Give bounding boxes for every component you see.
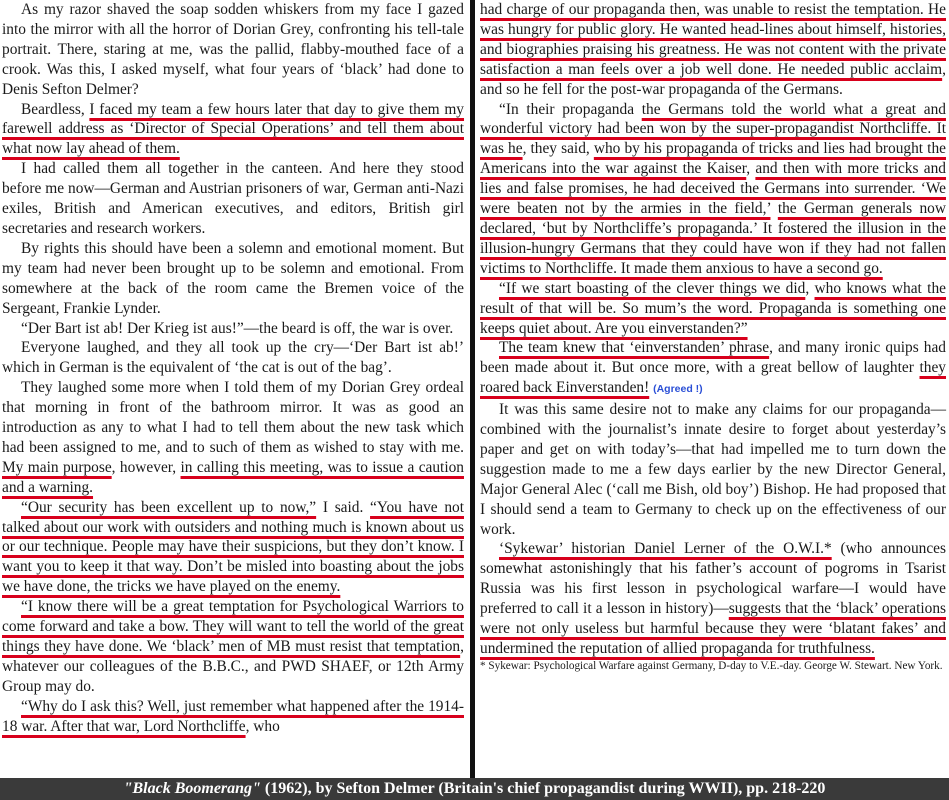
- text-run: , who: [245, 717, 280, 735]
- paragraph: [2, 100, 464, 160]
- paragraph: [2, 239, 464, 319]
- underlined-passage: and then with more tricks and lies and false promises, he had deceived the Germans into surrender. ‘We were beaten not by the armies in the field,’: [480, 160, 947, 218]
- text-run: “In their propaganda: [499, 100, 642, 118]
- text-run: , whatever our colleagues of the B.B.C., and PWD SHAEF, or 12th Army Group may do.: [2, 638, 464, 695]
- underlined-passage: “You have not talked about our work with outsiders and nothing much is known about us or our technique. People may have their suspicions, but they don’t know. I want you to keep it that way. Don’t be misled into boasting about the jobs we have done, the tricks we have played on the enemy.: [2, 498, 464, 596]
- paragraph: [480, 0, 946, 100]
- underlined-passage: who by his propaganda of tricks and lies had brought the Americans into the war against the Kaiser: [480, 140, 946, 178]
- paragraph: [480, 338, 946, 400]
- text-run: , however,: [111, 458, 181, 476]
- underlined-passage: The team knew that ‘einverstanden’ phrase: [499, 339, 770, 357]
- text-run: It was this same desire not to make any claims for our propaganda—combined with the journalist’s innate desire to forget about yesterday’s paper and get on with today’s—that had impelled me to turn down the suggestion made to me a few days earlier by the new Director General, Major General Alec (‘call me Bish, old boy’) Bishop. He had proposed that I should send a team to Germany to check up on the effectiveness of our work.: [480, 401, 946, 538]
- text-run: I had called them all together in the canteen. And here they stood before me now—German and Austrian prisoners of war, German anti-Nazi exiles, British and American executives, and editors, British girl secretaries and research workers.: [2, 160, 464, 237]
- right-text-column: [480, 0, 946, 674]
- source-caption: [0, 778, 949, 800]
- paragraph: [480, 400, 946, 539]
- paragraph: [2, 697, 464, 737]
- text-run: , and so he fell for the post-war propaganda of the Germans.: [480, 60, 946, 98]
- text-run: By rights this should have been a solemn and emotional moment. But my team had never been brought up to be solemn and emotional. From somewhere at the back of the room came the Bremen voice of the Sergeant, Frankie Lynder.: [2, 239, 464, 317]
- text-run: Beardless,: [21, 100, 90, 118]
- text-run: (who announces somewhat astonishingly that his father’s account of pogroms in Tsarist Russia was his first lesson in psychological warfare—I would have preferred to call it a lesson in history)—: [480, 540, 946, 618]
- underlined-passage: “If we start boasting of the clever things we did: [499, 279, 806, 297]
- underlined-passage: had charge of our propaganda then, was unable to resist the temptation. He was hungry for public glory. He wanted head-lines about himself, histories, and biographies praising his greatness. He was not content with the private satisfaction a man feels over a job well done. He needed public acclaim: [480, 1, 946, 78]
- paragraph: [2, 498, 464, 598]
- translation-annotation: (Agreed !): [653, 383, 703, 396]
- underlined-passage: who knows what the result of that will be. So mum’s the word. Propaganda is something one keeps quiet about. Are you einverstanden?”: [480, 279, 946, 337]
- paragraph: [2, 378, 464, 497]
- underlined-passage: they roared back Einverstanden!: [480, 359, 946, 397]
- underlined-passage: “I know there will be a great temptation for Psychological Warriors to come forward and take a bow. They will want to tell the world of the great things they have done. We ‘black’ men of MB must resist that temptation: [2, 598, 464, 655]
- paragraph: [2, 159, 464, 239]
- paragraph: [2, 338, 464, 378]
- underlined-passage: “Our security has been excellent up to now,”: [21, 498, 317, 516]
- text-run: [770, 200, 777, 217]
- text-run: , they said,: [522, 140, 594, 158]
- paragraph: [2, 319, 464, 339]
- underlined-passage: “Why do I ask this? Well, just remember what happened after the 1914-18 war. After that war, Lord Northcliffe: [2, 697, 464, 735]
- underlined-passage: the German generals now declared, ‘but by Northcliffe’s propaganda.’ It fostered the illusion in the illusion-hungry Germans that they could have won if they had not fallen victims to Northcliffe. It made them anxious to have a second go.: [480, 200, 946, 277]
- paragraph: [2, 0, 464, 100]
- footnote: * Sykewar: Psychological Warfare against Germany, D-day to V.E.-day. George W. Stewart. New York.: [480, 659, 943, 672]
- text-run: , and many ironic quips had been made about it. But once more, with a great bellow of laughter: [480, 339, 946, 377]
- text-run: ,: [805, 279, 815, 297]
- paragraph: [480, 539, 946, 658]
- paragraph: [2, 597, 464, 697]
- text-run: “Der Bart ist ab! Der Krieg ist aus!”—the beard is off, the war is over.: [21, 319, 454, 337]
- underlined-passage: My main purpose: [2, 458, 112, 476]
- text-run: ,: [746, 160, 756, 178]
- caption-details: (1962), by Sefton Delmer (Britain's chief propagandist during WWII), pp. 218-220: [260, 780, 826, 797]
- underlined-passage: I faced my team a few hours later that day to give them my farewell address as ‘Director of Special Operations’ and tell them about what now lay ahead of them.: [2, 100, 465, 158]
- underlined-passage: the Germans told the world what a great and wonderful victory had been won by the super-propagandist Northcliffe. It was he: [480, 100, 946, 158]
- left-text-column: [2, 0, 464, 737]
- column-divider: [470, 0, 475, 778]
- paragraph: [480, 100, 946, 279]
- underlined-passage: ‘Sykewar’ historian Daniel Lerner of the O.W.I.*: [499, 540, 832, 558]
- text-run: Everyone laughed, and they all took up the cry—‘Der Bart ist ab!’ which in German is the equivalent of ‘the cat is out of the bag’.: [2, 339, 464, 377]
- underlined-passage: suggests that the ‘black’ operations were not only useless but harmful because they were ‘blatant fakes’ and undermined the reputation of allied propaganda for truthfulness.: [480, 600, 946, 657]
- text-run: I said.: [316, 498, 371, 516]
- underlined-passage: in calling this meeting, was to issue a caution and a warning.: [2, 458, 464, 496]
- text-run: They laughed some more when I told them of my Dorian Grey ordeal that morning in front of the bathroom mirror. It was as good an introduction as any to what I had to tell them about the new task which had been assigned to me, and to such of them as wished to stay with me.: [2, 379, 464, 456]
- book-title: "Black Boomerang": [123, 780, 261, 797]
- paragraph: [480, 279, 946, 339]
- text-run: As my razor shaved the soap sodden whiskers from my face I gazed into the mirror with all the horror of Dorian Grey, confronting his tell-tale portrait. There, staring at me, was the pallid, flabby-mouthed face of a crook. Was this, I asked myself, what four years of ‘black’ had done to Denis Sefton Delmer?: [2, 1, 464, 98]
